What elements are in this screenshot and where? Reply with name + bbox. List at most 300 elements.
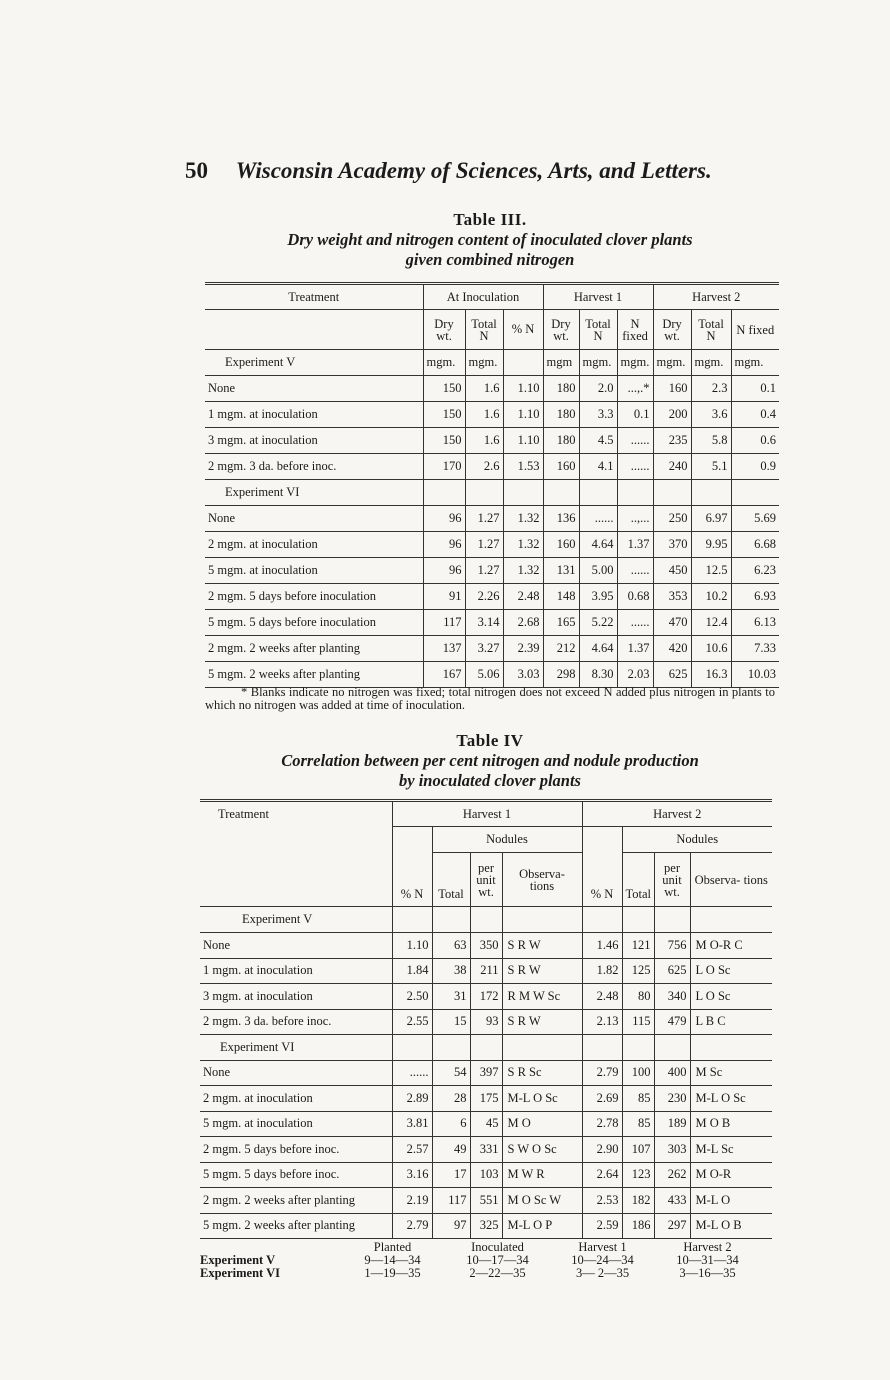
t3-cell: 3.6: [691, 402, 731, 428]
t3-cell: 3.14: [465, 610, 503, 636]
t3-cell: 96: [423, 532, 465, 558]
t3-cell: 165: [543, 610, 579, 636]
t3-cell: 240: [653, 454, 691, 480]
table4-desc-1: Correlation between per cent nitrogen and nodule production: [281, 751, 699, 770]
t4-cell: 97: [432, 1213, 470, 1239]
t3-row: [205, 506, 779, 532]
t4-cell: S W O Sc: [502, 1137, 582, 1163]
t4-cell: 551: [470, 1188, 502, 1214]
t4-h-blank: [582, 827, 622, 853]
t4-cell: 211: [470, 958, 502, 984]
t4-cell: [502, 1035, 582, 1061]
t4-cell: [622, 1035, 654, 1061]
t3-h-harvest1: Harvest 1: [543, 284, 653, 310]
t4-cell: 3.81: [392, 1111, 432, 1137]
t4-h-perunit: per unit wt.: [654, 853, 690, 907]
t4-cell: 117: [432, 1188, 470, 1214]
t4-row: [200, 958, 772, 984]
t3-cell: 12.5: [691, 558, 731, 584]
t4-cell: [432, 1035, 470, 1061]
t3-cell: 0.1: [617, 402, 653, 428]
table3-desc-2: given combined nitrogen: [405, 250, 575, 269]
t3-h-drywt: Dry wt.: [653, 310, 691, 350]
t3-cell: 2.48: [503, 584, 543, 610]
t4-row-label: 2 mgm. 5 days before inoc.: [200, 1137, 392, 1163]
t3-cell: 2.68: [503, 610, 543, 636]
t3-h-at-inoc: At Inoculation: [423, 284, 543, 310]
t3-cell: [503, 480, 543, 506]
t3-cell: 1.10: [503, 376, 543, 402]
t3-cell: 1.27: [465, 506, 503, 532]
t3-unit: mgm.: [423, 350, 465, 376]
t4-h-pctn: % N: [392, 853, 432, 907]
t3-unit: mgm.: [579, 350, 617, 376]
t3-cell: 10.2: [691, 584, 731, 610]
t3-unit: mgm.: [465, 350, 503, 376]
table3-desc-1: Dry weight and nitrogen content of inoculated clover plants: [287, 230, 693, 249]
t4-h-blank: [392, 827, 432, 853]
t4-row: [200, 1213, 772, 1239]
t3-cell: 5.06: [465, 662, 503, 688]
t4-cell: M-L O: [690, 1188, 772, 1214]
t4-h-blank: [200, 853, 392, 907]
t3-h-nfixed: N fixed: [617, 310, 653, 350]
table3-footnote: * Blanks indicate no nitrogen was fixed; total nitrogen does not exceed N added plus nitrogen in plants to which no nitrogen was added at time of inoculation.: [205, 685, 775, 712]
t4-cell: M Sc: [690, 1060, 772, 1086]
table4-caption: [200, 731, 780, 791]
t3-cell: ......: [617, 558, 653, 584]
t4-row-label: 2 mgm. 3 da. before inoc.: [200, 1009, 392, 1035]
t4-cell: M O Sc W: [502, 1188, 582, 1214]
t3-cell: 4.1: [579, 454, 617, 480]
t4-row-label: 1 mgm. at inoculation: [200, 958, 392, 984]
t4-cell: 2.53: [582, 1188, 622, 1214]
t4-cell: S R W: [502, 1009, 582, 1035]
t4-cell: 103: [470, 1162, 502, 1188]
t3-cell: 212: [543, 636, 579, 662]
t4-h-treatment: Treatment: [200, 801, 392, 827]
table4-label: Table IV: [456, 731, 524, 750]
t3-row: [205, 662, 779, 688]
t3-row-label: 2 mgm. 3 da. before inoc.: [205, 454, 423, 480]
t3-cell: 2.6: [465, 454, 503, 480]
t3-h-pctn: % N: [503, 310, 543, 350]
t3-unit: mgm.: [731, 350, 779, 376]
t3-cell: 1.10: [503, 428, 543, 454]
dates-cell: 10—24—34: [571, 1253, 634, 1267]
t3-cell: 91: [423, 584, 465, 610]
t4-cell: M O: [502, 1111, 582, 1137]
t3-cell: 4.5: [579, 428, 617, 454]
t4-cell: 54: [432, 1060, 470, 1086]
table3-label: Table III.: [453, 210, 527, 229]
t4-cell: 121: [622, 933, 654, 959]
dates-cell: 10—17—34: [466, 1253, 529, 1267]
t4-cell: M-L O P: [502, 1213, 582, 1239]
t3-cell: 160: [543, 454, 579, 480]
t4-cell: 2.19: [392, 1188, 432, 1214]
t4-cell: L B C: [690, 1009, 772, 1035]
t4-cell: S R W: [502, 933, 582, 959]
journal-title: Wisconsin Academy of Sciences, Arts, and Letters.: [235, 158, 712, 183]
dates-label: Experiment VI: [200, 1266, 280, 1280]
t3-cell: [691, 480, 731, 506]
t4-cell: 1.46: [582, 933, 622, 959]
t4-row-label: None: [200, 933, 392, 959]
t3-cell: 1.32: [503, 506, 543, 532]
t4-h-obs: Observa- tions: [502, 853, 582, 907]
t3-cell: 235: [653, 428, 691, 454]
t3-h-treatment: Treatment: [205, 284, 423, 310]
t3-cell: 160: [543, 532, 579, 558]
t4-cell: 15: [432, 1009, 470, 1035]
t3-row-label: 3 mgm. at inoculation: [205, 428, 423, 454]
t3-cell: [579, 480, 617, 506]
t3-cell: [543, 480, 579, 506]
t3-cell: 370: [653, 532, 691, 558]
t3-row-label: 2 mgm. 2 weeks after planting: [205, 636, 423, 662]
t4-cell: 400: [654, 1060, 690, 1086]
t4-cell: 186: [622, 1213, 654, 1239]
dates-row-vi: [200, 1267, 760, 1280]
t3-cell: 2.0: [579, 376, 617, 402]
t4-cell: R M W Sc: [502, 984, 582, 1010]
table3-caption: [200, 210, 780, 270]
t3-cell: 6.13: [731, 610, 779, 636]
t3-cell: 0.9: [731, 454, 779, 480]
t3-row-label: 2 mgm. 5 days before inoculation: [205, 584, 423, 610]
t4-cell: M W R: [502, 1162, 582, 1188]
dates-h-harvest2: Harvest 2: [683, 1240, 732, 1254]
dates-cell: 10—31—34: [676, 1253, 739, 1267]
t3-row-label: 5 mgm. 2 weeks after planting: [205, 662, 423, 688]
dates-h-planted: Planted: [373, 1240, 412, 1254]
t4-cell: 1.10: [392, 933, 432, 959]
t3-cell: 0.68: [617, 584, 653, 610]
dates-h-inoculated: Inoculated: [471, 1240, 524, 1254]
t4-row-label: Experiment VI: [200, 1035, 392, 1061]
t3-h-nfixed: N fixed: [731, 310, 779, 350]
dates-cell: 1—19—35: [364, 1266, 421, 1280]
t3-row: [205, 454, 779, 480]
t3-row: [205, 532, 779, 558]
t3-cell: 298: [543, 662, 579, 688]
t4-cell: 1.82: [582, 958, 622, 984]
t4-cell: 28: [432, 1086, 470, 1112]
t3-cell: 12.4: [691, 610, 731, 636]
t3-cell: ......: [579, 506, 617, 532]
t3-cell: 2.39: [503, 636, 543, 662]
t4-row: [200, 1060, 772, 1086]
t3-h-drywt: Dry wt.: [423, 310, 465, 350]
t3-cell: 4.64: [579, 532, 617, 558]
t4-cell: M-L Sc: [690, 1137, 772, 1163]
t3-h-harvest2: Harvest 2: [653, 284, 779, 310]
t3-cell: 3.27: [465, 636, 503, 662]
t4-cell: 297: [654, 1213, 690, 1239]
t3-cell: 5.00: [579, 558, 617, 584]
t3-row: [205, 584, 779, 610]
t3-unit: mgm: [543, 350, 579, 376]
t3-cell: 10.6: [691, 636, 731, 662]
t3-cell: 7.33: [731, 636, 779, 662]
t4-cell: ......: [392, 1060, 432, 1086]
t4-cell: 125: [622, 958, 654, 984]
t4-row: [200, 1035, 772, 1061]
t3-cell: 200: [653, 402, 691, 428]
t3-cell: 6.23: [731, 558, 779, 584]
t3-row: [205, 610, 779, 636]
t3-cell: 6.97: [691, 506, 731, 532]
t3-cell: 5.8: [691, 428, 731, 454]
t3-cell: 0.4: [731, 402, 779, 428]
t4-cell: 85: [622, 1086, 654, 1112]
t4-row: [200, 984, 772, 1010]
dates-label: Experiment V: [200, 1253, 276, 1267]
t4-experiment-v: Experiment V: [200, 907, 392, 933]
t4-cell: L O Sc: [690, 958, 772, 984]
t4-row: [200, 1111, 772, 1137]
t3-h-drywt: Dry wt.: [543, 310, 579, 350]
t3-cell: 1.27: [465, 558, 503, 584]
t3-row: [205, 558, 779, 584]
t3-cell: 3.3: [579, 402, 617, 428]
t3-row: [205, 402, 779, 428]
t3-cell: 16.3: [691, 662, 731, 688]
t3-cell: 2.03: [617, 662, 653, 688]
t4-cell: 331: [470, 1137, 502, 1163]
t4-cell: 2.59: [582, 1213, 622, 1239]
t3-cell: 450: [653, 558, 691, 584]
t3-row-label: 2 mgm. at inoculation: [205, 532, 423, 558]
t3-cell: 1.32: [503, 532, 543, 558]
t4-cell: M O-R: [690, 1162, 772, 1188]
experiment-dates: [200, 1241, 760, 1280]
t4-h-harvest2: Harvest 2: [582, 801, 772, 827]
table4-desc-2: by inoculated clover plants: [399, 771, 581, 790]
t4-h-pctn: % N: [582, 853, 622, 907]
t3-cell: 1.6: [465, 428, 503, 454]
t4-cell: 100: [622, 1060, 654, 1086]
t4-cell: 63: [432, 933, 470, 959]
t3-cell: 180: [543, 428, 579, 454]
t3-cell: 150: [423, 376, 465, 402]
t4-cell: [654, 1035, 690, 1061]
t3-h-totaln: Total N: [579, 310, 617, 350]
t4-cell: 350: [470, 933, 502, 959]
t4-cell: 325: [470, 1213, 502, 1239]
t3-row: [205, 376, 779, 402]
t3-cell: 131: [543, 558, 579, 584]
t3-cell: 137: [423, 636, 465, 662]
t4-cell: 115: [622, 1009, 654, 1035]
t4-cell: 31: [432, 984, 470, 1010]
t4-row-label: 2 mgm. 2 weeks after planting: [200, 1188, 392, 1214]
t4-cell: 340: [654, 984, 690, 1010]
t4-row: [200, 1188, 772, 1214]
t3-cell: 0.6: [731, 428, 779, 454]
t3-cell: 1.10: [503, 402, 543, 428]
t3-cell: [423, 480, 465, 506]
t3-cell: 1.6: [465, 402, 503, 428]
t4-cell: [392, 1035, 432, 1061]
t4-cell: 230: [654, 1086, 690, 1112]
t4-cell: 172: [470, 984, 502, 1010]
dates-cell: 3—16—35: [679, 1266, 736, 1280]
t3-cell: 5.22: [579, 610, 617, 636]
t4-cell: 2.69: [582, 1086, 622, 1112]
t4-cell: 123: [622, 1162, 654, 1188]
t4-cell: 303: [654, 1137, 690, 1163]
t4-cell: 1.84: [392, 958, 432, 984]
t3-cell: 1.27: [465, 532, 503, 558]
t4-cell: 107: [622, 1137, 654, 1163]
t4-h-total: Total: [622, 853, 654, 907]
t4-cell: M O B: [690, 1111, 772, 1137]
t3-cell: [617, 480, 653, 506]
t3-cell: 1.37: [617, 636, 653, 662]
t4-h-blank: [200, 827, 392, 853]
dates-cell: 3— 2—35: [575, 1266, 630, 1280]
t3-cell: 625: [653, 662, 691, 688]
t3-cell: 160: [653, 376, 691, 402]
t3-cell: 96: [423, 506, 465, 532]
t3-h-totaln: Total N: [465, 310, 503, 350]
t4-h-obs: Observa- tions: [690, 853, 772, 907]
t4-row-label: None: [200, 1060, 392, 1086]
t4-row: [200, 1009, 772, 1035]
t4-h-perunit: per unit wt.: [470, 853, 502, 907]
t3-cell: [465, 480, 503, 506]
t3-cell: 6.93: [731, 584, 779, 610]
t3-cell: 353: [653, 584, 691, 610]
page-header: [185, 158, 745, 184]
t3-cell: ..,...: [617, 506, 653, 532]
t3-row: [205, 480, 779, 506]
t3-cell: ...,.*: [617, 376, 653, 402]
t3-cell: 8.30: [579, 662, 617, 688]
t3-cell: 10.03: [731, 662, 779, 688]
t4-cell: M-L O Sc: [502, 1086, 582, 1112]
t3-row-label: Experiment VI: [205, 480, 423, 506]
t4-cell: 2.48: [582, 984, 622, 1010]
t4-cell: 189: [654, 1111, 690, 1137]
t3-cell: 170: [423, 454, 465, 480]
t4-cell: [470, 1035, 502, 1061]
t3-cell: 5.69: [731, 506, 779, 532]
t4-cell: S R W: [502, 958, 582, 984]
t3-cell: 420: [653, 636, 691, 662]
t3-cell: 1.32: [503, 558, 543, 584]
t4-row-label: 5 mgm. at inoculation: [200, 1111, 392, 1137]
t3-unit-blank: [503, 350, 543, 376]
t4-cell: 2.79: [582, 1060, 622, 1086]
t4-cell: 2.57: [392, 1137, 432, 1163]
t3-cell: 1.6: [465, 376, 503, 402]
t4-cell: 85: [622, 1111, 654, 1137]
dates-cell: 9—14—34: [364, 1253, 421, 1267]
t4-row: [200, 933, 772, 959]
t3-h-blank: [205, 310, 423, 350]
t4-cell: [690, 1035, 772, 1061]
t4-cell: M-L O B: [690, 1213, 772, 1239]
t3-cell: 2.3: [691, 376, 731, 402]
t4-cell: S R Sc: [502, 1060, 582, 1086]
t3-row-label: None: [205, 506, 423, 532]
t3-row-label: 5 mgm. at inoculation: [205, 558, 423, 584]
page-number: 50: [185, 158, 208, 183]
t4-cell: 2.64: [582, 1162, 622, 1188]
t3-cell: 3.03: [503, 662, 543, 688]
t3-cell: 167: [423, 662, 465, 688]
t4-cell: 3.16: [392, 1162, 432, 1188]
t4-cell: 2.55: [392, 1009, 432, 1035]
t3-cell: ......: [617, 428, 653, 454]
t4-h-nodules1: Nodules: [432, 827, 582, 853]
t4-cell: 182: [622, 1188, 654, 1214]
t3-cell: 150: [423, 428, 465, 454]
t3-cell: 4.64: [579, 636, 617, 662]
t3-row-label: None: [205, 376, 423, 402]
t4-cell: 2.13: [582, 1009, 622, 1035]
t4-cell: 479: [654, 1009, 690, 1035]
t3-cell: 180: [543, 402, 579, 428]
t3-cell: ......: [617, 454, 653, 480]
t4-cell: 80: [622, 984, 654, 1010]
t3-cell: 117: [423, 610, 465, 636]
t4-cell: 38: [432, 958, 470, 984]
t4-cell: 625: [654, 958, 690, 984]
t4-cell: 433: [654, 1188, 690, 1214]
t3-cell: 180: [543, 376, 579, 402]
t3-cell: 148: [543, 584, 579, 610]
t4-h-nodules2: Nodules: [622, 827, 772, 853]
t3-unit: mgm.: [617, 350, 653, 376]
t4-cell: [582, 1035, 622, 1061]
t3-cell: 1.53: [503, 454, 543, 480]
t4-row-label: 5 mgm. 2 weeks after planting: [200, 1213, 392, 1239]
t3-cell: 250: [653, 506, 691, 532]
t3-cell: 470: [653, 610, 691, 636]
t4-row-label: 3 mgm. at inoculation: [200, 984, 392, 1010]
t3-cell: ......: [617, 610, 653, 636]
t3-cell: 1.37: [617, 532, 653, 558]
table4: [200, 799, 772, 1239]
t3-cell: 96: [423, 558, 465, 584]
table3: [205, 282, 779, 688]
t4-cell: 6: [432, 1111, 470, 1137]
t3-cell: 6.68: [731, 532, 779, 558]
t4-cell: 2.78: [582, 1111, 622, 1137]
t4-cell: 2.89: [392, 1086, 432, 1112]
t4-row: [200, 1162, 772, 1188]
t4-cell: 93: [470, 1009, 502, 1035]
t4-row: [200, 1137, 772, 1163]
t4-cell: L O Sc: [690, 984, 772, 1010]
t3-cell: 136: [543, 506, 579, 532]
t4-row-label: 5 mgm. 5 days before inoc.: [200, 1162, 392, 1188]
t3-row-label: 5 mgm. 5 days before inoculation: [205, 610, 423, 636]
t4-cell: 45: [470, 1111, 502, 1137]
t3-cell: 3.95: [579, 584, 617, 610]
t4-cell: M-L O Sc: [690, 1086, 772, 1112]
dates-cell: 2—22—35: [469, 1266, 526, 1280]
t4-cell: 397: [470, 1060, 502, 1086]
t4-cell: 2.90: [582, 1137, 622, 1163]
t3-experiment-v: Experiment V: [205, 350, 423, 376]
t4-cell: 262: [654, 1162, 690, 1188]
t4-h-harvest1: Harvest 1: [392, 801, 582, 827]
